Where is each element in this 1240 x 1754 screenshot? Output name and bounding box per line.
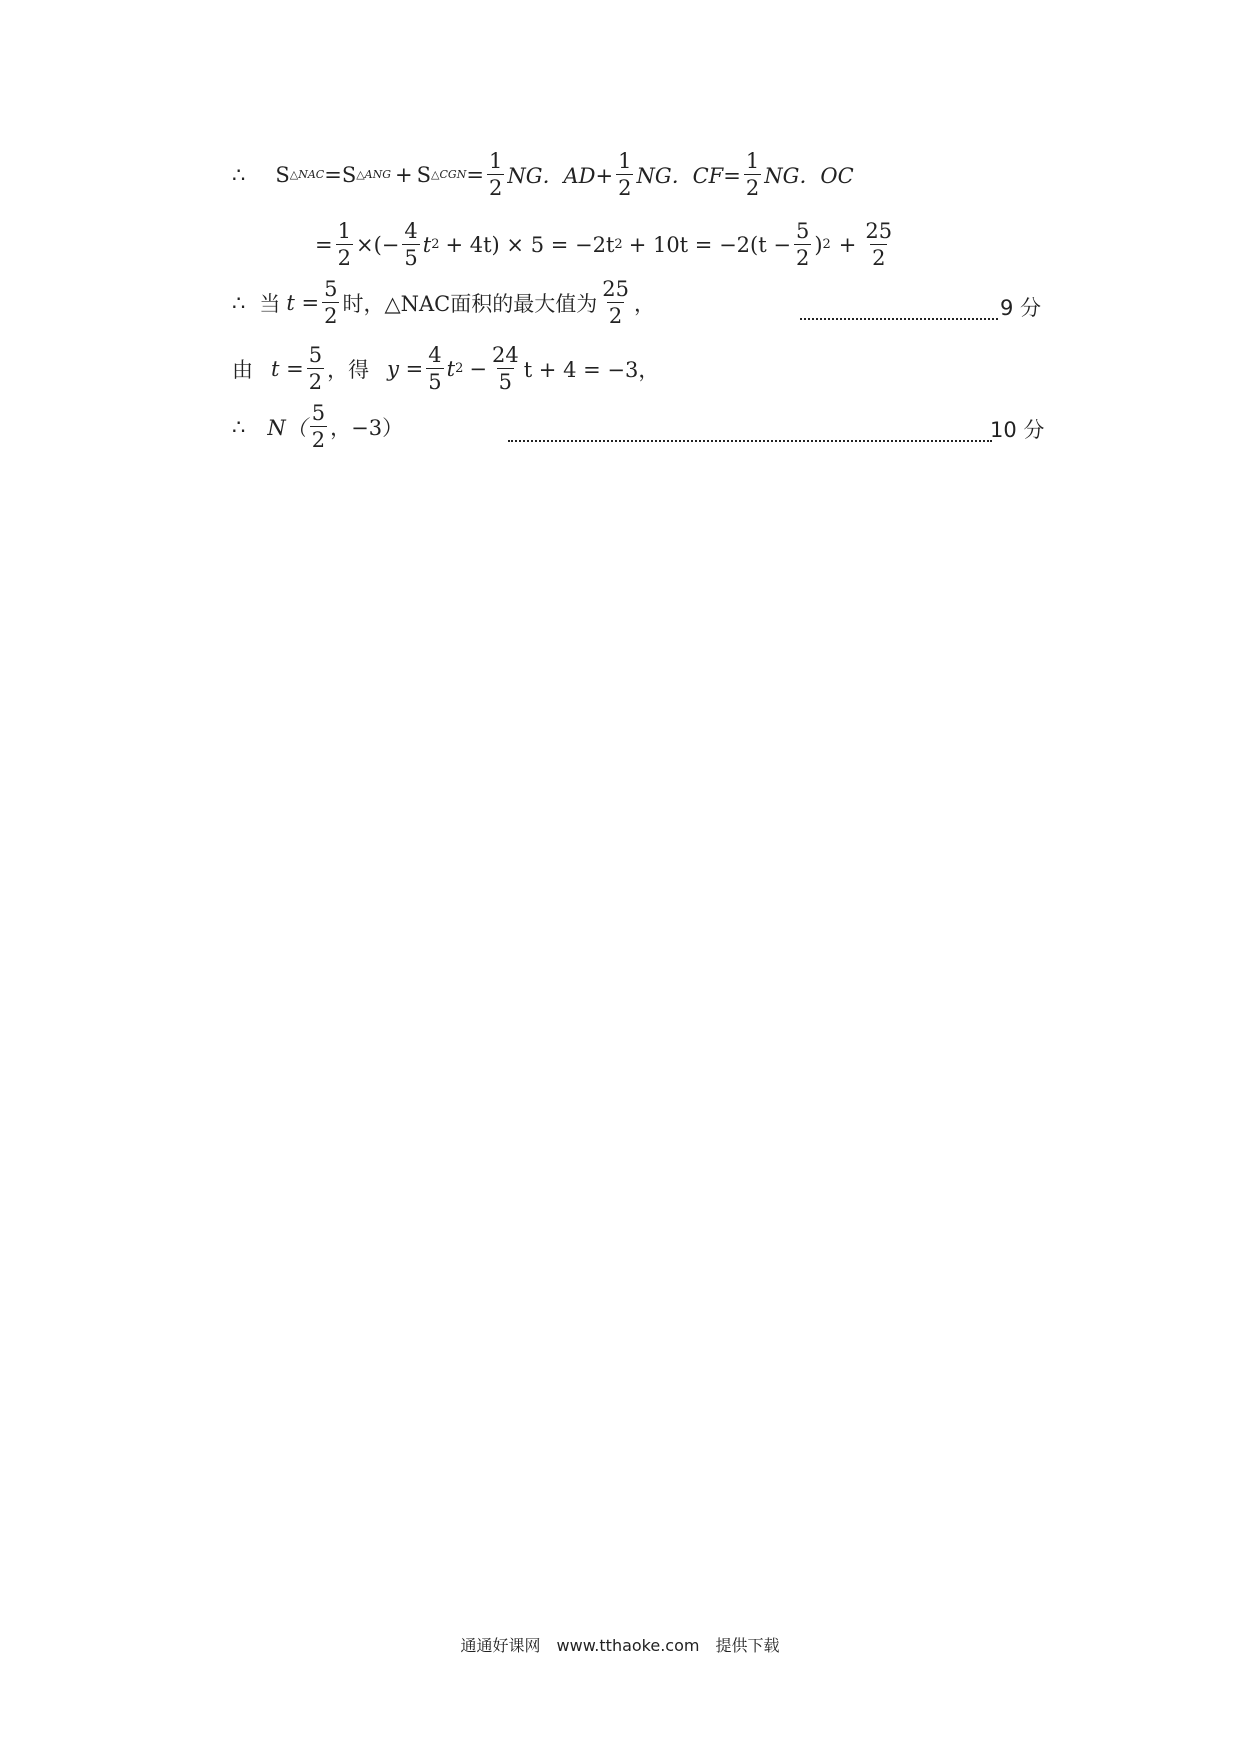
denominator: 2	[324, 304, 338, 329]
score-leader-dots	[508, 440, 992, 442]
y-equals: y =	[387, 356, 424, 381]
denominator: 2	[608, 304, 623, 329]
numerator: 5	[795, 219, 810, 243]
numerator: 1	[337, 219, 351, 243]
fraction-five-halves	[307, 344, 324, 393]
score-10: 10 分	[990, 418, 1045, 442]
term-ng-oc: NG．OC	[764, 163, 854, 188]
close-paren: )	[814, 232, 823, 257]
point-n-rest: ，−3）	[330, 415, 404, 440]
equation-line-4: 由 t = $\frac{5}{2}$ ，得 y = $\frac{4}{5}$ t 2 − $\frac{24}{5}$ t + 4 = −3，	[232, 343, 660, 395]
times-open: ×(−	[355, 232, 400, 257]
numerator: 25	[602, 277, 629, 301]
denominator: 2	[311, 428, 326, 453]
fraction-twentyfive-halves	[600, 278, 631, 327]
equals: =	[466, 162, 484, 187]
denominator: 2	[308, 370, 323, 395]
numerator: 1	[618, 149, 632, 173]
expression-tail: + 10t = −2(t −	[628, 232, 791, 257]
therefore-symbol: ∴	[232, 414, 246, 439]
equation-line-2: = $\frac{1}{2}$ ×(− $\frac{4}{5}$ t 2 + 4t) × 5 = −2t 2 + 10t = −2(t − $\frac{5}{2}$ ) 2 + $\frac{25}{2}$	[315, 219, 893, 271]
fraction-five-halves	[794, 220, 811, 269]
numerator: 5	[324, 277, 338, 301]
denominator: 5	[498, 370, 512, 395]
statement-text: 时，△NAC面积的最大值为	[342, 291, 598, 316]
numerator: 5	[311, 401, 326, 425]
point-n-open: N（	[267, 415, 307, 440]
expression-middle: + 4t) × 5 = −2t	[445, 232, 615, 257]
equation-line-5	[232, 402, 403, 451]
numerator: 4	[428, 343, 442, 367]
by-label: 由	[232, 357, 253, 382]
denominator: 2	[488, 176, 503, 201]
area-s: S	[416, 162, 432, 187]
fraction-four-fifths	[402, 220, 419, 269]
t-var: t	[446, 356, 456, 381]
fraction-half	[487, 150, 504, 199]
denominator: 2	[872, 246, 886, 271]
equals: =	[324, 162, 342, 187]
comma: ，	[633, 291, 655, 316]
get-label: ，得	[327, 357, 370, 382]
fraction-twentyfive-halves	[863, 220, 894, 269]
equals: =	[315, 232, 333, 257]
equation-line-3	[232, 278, 655, 327]
numerator: 1	[488, 149, 503, 173]
fraction-twentyfour-fifths	[490, 344, 521, 393]
fraction-half	[336, 220, 353, 269]
numerator: 4	[404, 219, 418, 243]
denominator: 2	[618, 176, 632, 201]
denominator: 2	[795, 246, 810, 271]
score-leader-dots	[800, 318, 998, 320]
numerator: 5	[308, 343, 323, 367]
therefore-symbol: ∴	[232, 162, 246, 187]
denominator: 2	[337, 246, 351, 271]
t-equals: t =	[286, 290, 320, 315]
fraction-five-halves	[322, 278, 339, 327]
numerator: 24	[491, 343, 519, 367]
expression-tail: t + 4 = −3，	[523, 357, 660, 382]
when-label: 当	[259, 291, 281, 316]
plus: +	[395, 162, 413, 187]
denominator: 2	[745, 176, 760, 201]
term-ng-cf: NG．CF=	[636, 163, 741, 188]
fraction-half	[616, 150, 633, 199]
t-var: t	[422, 232, 432, 257]
area-s: S	[341, 162, 357, 187]
area-s: S	[275, 162, 290, 187]
plus: +	[838, 232, 857, 257]
denominator: 5	[404, 246, 418, 271]
fraction-half	[744, 150, 761, 199]
footer-text: 通通好课网 www.tthaoke.com 提供下载	[460, 1636, 780, 1655]
score-9: 9 分	[1000, 296, 1042, 320]
numerator: 25	[865, 219, 893, 243]
equation-line-1: ∴ S △NAC = S △ANG + S △CGN = $\frac{1}{2}$ NG．AD+ $\frac{1}{2}$ NG．CF= $\frac{1}{2}$ NG．OC	[232, 149, 854, 201]
fraction-four-fifths	[426, 344, 443, 393]
fraction-five-halves	[310, 402, 327, 451]
minus: −	[469, 356, 487, 381]
numerator: 1	[745, 149, 760, 173]
term-ng-ad: NG．AD+	[507, 163, 614, 188]
denominator: 5	[428, 370, 442, 395]
t-equals: t =	[271, 356, 304, 381]
therefore-symbol: ∴	[232, 290, 246, 315]
